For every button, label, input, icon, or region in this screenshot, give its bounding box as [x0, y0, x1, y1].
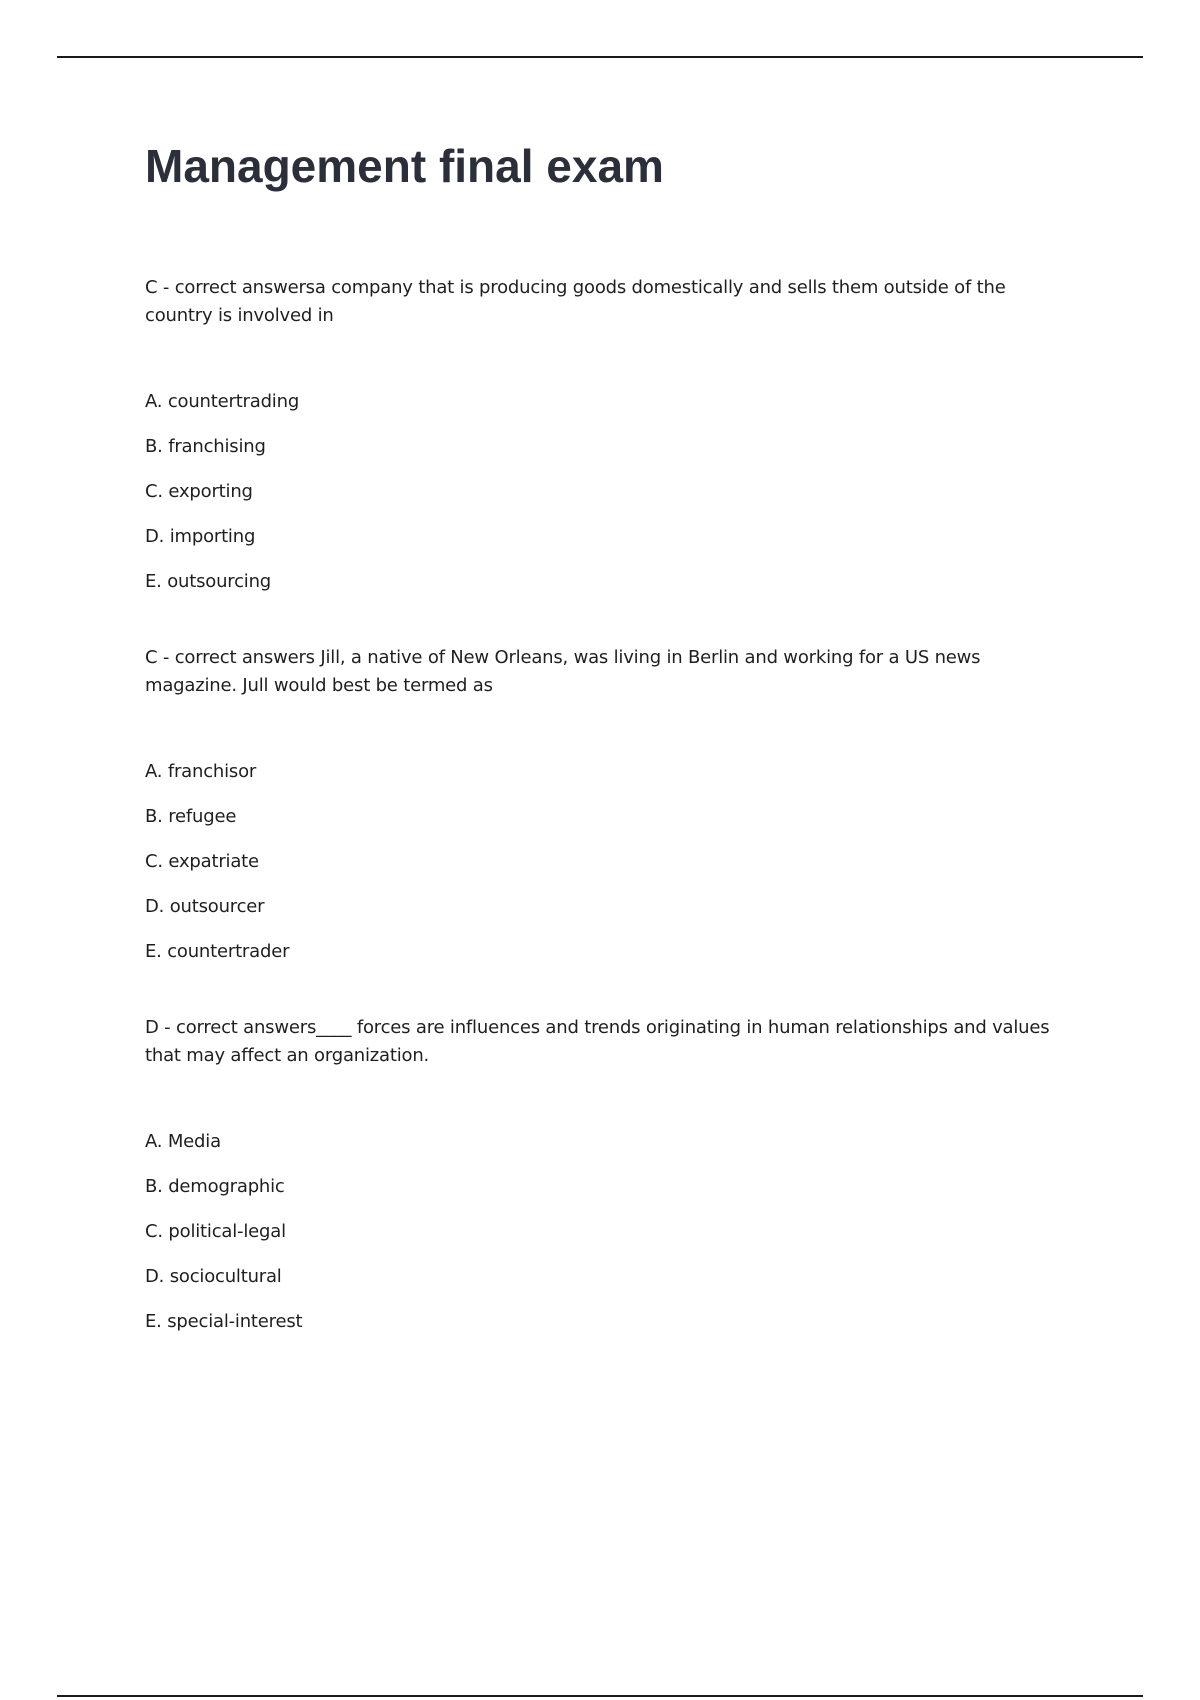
page-title: Management final exam — [145, 140, 664, 192]
question-block — [145, 644, 1075, 966]
option-c: C. expatriate — [145, 851, 259, 872]
question-text: D - correct answers____ forces are influences and trends originating in human relationships and values that may affect an organization. — [145, 1017, 1050, 1066]
option-c: C. political-legal — [145, 1221, 286, 1242]
option-d: D. outsourcer — [145, 896, 265, 917]
option-e: E. outsourcing — [145, 571, 272, 592]
option-a: A. franchisor — [145, 761, 257, 782]
option-d: D. sociocultural — [145, 1266, 282, 1287]
footer-rule — [57, 1695, 1143, 1697]
option-c: C. exporting — [145, 481, 253, 502]
question-text: C - correct answers Jill, a native of New Orleans, was living in Berlin and working for a US news magazine. Jull would best be termed as — [145, 647, 981, 696]
question-text: C - correct answersa company that is producing goods domestically and sells them outside of the country is involved in — [145, 277, 1006, 326]
option-b: B. demographic — [145, 1176, 285, 1197]
option-b: B. franchising — [145, 436, 266, 457]
option-e: E. special-interest — [145, 1311, 303, 1332]
option-e: E. countertrader — [145, 941, 290, 962]
option-a: A. countertrading — [145, 391, 300, 412]
option-list — [145, 388, 1075, 596]
option-list — [145, 1128, 1075, 1336]
option-a: A. Media — [145, 1131, 221, 1152]
option-b: B. refugee — [145, 806, 237, 827]
document-body — [145, 138, 1075, 1384]
question-block — [145, 1014, 1075, 1336]
option-d: D. importing — [145, 526, 256, 547]
option-list — [145, 758, 1075, 966]
header-rule — [57, 56, 1143, 58]
question-block — [145, 274, 1075, 596]
